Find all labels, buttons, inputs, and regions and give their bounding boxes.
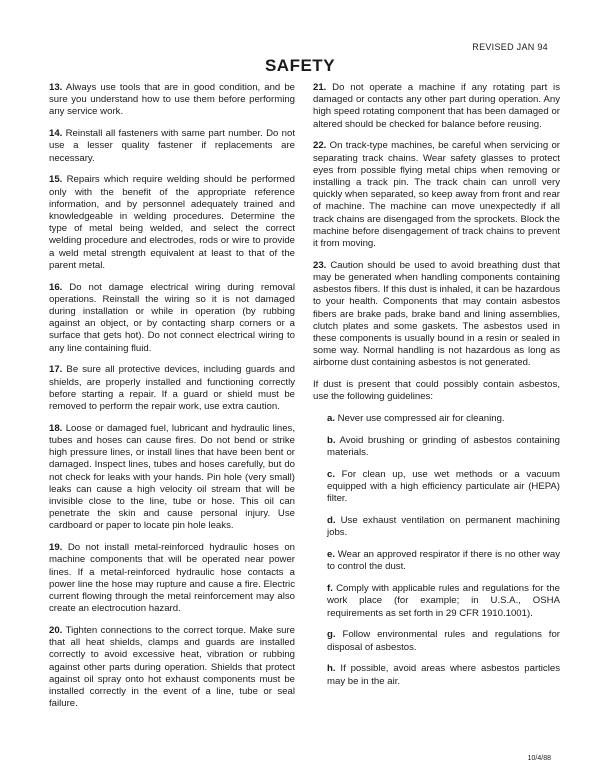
safety-item bbox=[49, 128, 295, 165]
guideline-text: Never use compressed air for cleaning. bbox=[335, 413, 505, 425]
safety-item bbox=[313, 140, 560, 250]
item-number: 16. bbox=[49, 281, 63, 293]
safety-item bbox=[49, 364, 295, 413]
guideline-letter: d. bbox=[327, 515, 336, 527]
item-text: Do not install metal-reinforced hydraulic hoses on machine components that will be operated near power lines. If a metal-reinforced hydraulic hose contacts a power line the hose may rupture and cause a fire. Electric current flowing through the metal reinforcement may also create an electrocution hazard. bbox=[49, 542, 295, 615]
safety-item bbox=[313, 260, 560, 370]
left-column bbox=[49, 82, 295, 720]
item-number: 13. bbox=[49, 82, 63, 93]
item-text: Loose or damaged fuel, lubricant and hydraulic lines, tubes and hoses can cause fires. Do not bend or strike high pressure lines, or install lines that have been bent or damaged. Inspect lines, tubes and hoses carefully, but do not check for leaks with your hands. Pin hole (very small) leaks can cause a high velocity oil stream that will be invisible close to the line, tube or hose. This oil can penetrate the skin and cause personal injury. Use cardboard or paper to locate pin hole leaks. bbox=[49, 422, 295, 532]
guideline-item bbox=[313, 469, 560, 506]
item-text: Be sure all protective devices, including guards and shields, are properly installed and functioning correctly before starting a repair. If a guard or shield must be removed to perform the repair work, use extra caution. bbox=[49, 364, 295, 413]
guideline-letter: c. bbox=[327, 469, 336, 481]
item-number: 15. bbox=[49, 174, 63, 186]
item-number: 22. bbox=[313, 140, 327, 152]
item-text: Caution should be used to avoid breathing dust that may be generated when handling components containing asbestos fibers. If this dust is inhaled, it can be hazardous to your health. Components that may contain asbestos fibers are brake pads, brake band and lining assemblies, clutch plates and some gaskets. The asbestos used in these components is usually bound in a resin or sealed in some way. Normal handling is not hazardous as long as airborne dust containing asbestos is not generated. bbox=[313, 259, 560, 369]
guideline-text: For clean up, use wet methods or a vacuum equipped with a high efficiency particulate air (HEPA) filter. bbox=[327, 469, 560, 505]
guideline-item bbox=[313, 435, 560, 459]
guideline-text: Use exhaust ventilation on permanent machining jobs. bbox=[327, 515, 560, 539]
guideline-item bbox=[313, 515, 560, 539]
guideline-letter: h. bbox=[327, 663, 336, 675]
item-text: Tighten connections to the correct torque. Make sure that all heat shields, clamps and guards are installed correctly to avoid excessive heat, vibration or rubbing against other parts during operation. Shields that protect against oil spray onto hot exhaust components must be installed correctly in the event of a line, tube or seal failure. bbox=[49, 625, 295, 710]
guideline-item bbox=[313, 663, 560, 687]
guideline-text: Comply with applicable rules and regulations for the work place (for example; in U.S.A., OSHA requirements as set forth in 29 CFR 1910.1001). bbox=[327, 583, 560, 619]
guideline-letter: b. bbox=[327, 435, 336, 447]
item-text: On track-type machines, be careful when servicing or separating track chains. Wear safety glasses to protect eyes from possible flying metal chips when removing or installing a track pin. The track chain can unroll very quickly when separated, so keep away from front and rear of machine. The machine can move unexpectedly if all track chains are disengaged from the sprockets. Block the machine before disengagement of track chains to prevent it from moving. bbox=[313, 140, 560, 250]
guideline-letter: f. bbox=[327, 583, 333, 595]
intro-text: If dust is present that could possibly contain asbestos, use the following guidelines: bbox=[313, 379, 560, 403]
safety-item bbox=[49, 282, 295, 355]
item-number: 21. bbox=[313, 82, 327, 93]
guideline-text: If possible, avoid areas where asbestos particles may be in the air. bbox=[327, 663, 560, 687]
item-number: 20. bbox=[49, 625, 63, 637]
safety-item bbox=[49, 174, 295, 272]
item-number: 18. bbox=[49, 422, 63, 434]
item-number: 23. bbox=[313, 259, 327, 271]
guideline-letter: e. bbox=[327, 549, 336, 561]
item-text: Do not damage electrical wiring during removal operations. Reinstall the wiring so it is not damaged during installation or while in operation (by rubbing against an object, or by contacting sharp corners or a surface that gets hot). Do not connect electrical wiring to any line containing fluid. bbox=[49, 281, 295, 354]
guideline-letter: a. bbox=[327, 413, 336, 425]
guideline-item bbox=[313, 629, 560, 653]
item-number: 14. bbox=[49, 128, 63, 140]
guideline-item bbox=[313, 583, 560, 620]
safety-item bbox=[313, 82, 560, 131]
guideline-item bbox=[313, 413, 560, 425]
safety-item bbox=[49, 423, 295, 533]
guideline-text: Wear an approved respirator if there is no other way to control the dust. bbox=[327, 549, 560, 573]
guideline-text: Avoid brushing or grinding of asbestos containing materials. bbox=[327, 435, 560, 459]
right-column bbox=[313, 82, 560, 697]
guidelines-intro bbox=[313, 379, 560, 403]
guideline-text: Follow environmental rules and regulations for disposal of asbestos. bbox=[327, 629, 560, 653]
item-text: Do not operate a machine if any rotating part is damaged or contacts any other part during operation. Any high speed rotating component that has been damaged or altered should be checked for balance before reusing. bbox=[313, 82, 560, 130]
guideline-item bbox=[313, 549, 560, 573]
document-code: 10/4/88 bbox=[527, 755, 551, 762]
guideline-letter: g. bbox=[327, 629, 336, 641]
item-number: 17. bbox=[49, 364, 63, 376]
page-title: SAFETY bbox=[264, 56, 336, 75]
revision-label: REVISED JAN 94 bbox=[472, 42, 548, 52]
safety-item bbox=[49, 82, 295, 119]
item-text: Repairs which require welding should be performed only with the benefit of the appropriate reference information, and by personnel adequately trained and knowledgeable in welding procedures. Determine the type of metal being welded, and select the correct welding procedure and electrodes, rods or wire to provide a weld metal strength equivalent at least to that of the parent metal. bbox=[49, 174, 295, 271]
item-text: Always use tools that are in good condition, and be sure you understand how to use them before performing any service work. bbox=[49, 82, 295, 118]
item-number: 19. bbox=[49, 542, 63, 554]
safety-item bbox=[49, 625, 295, 710]
safety-item bbox=[49, 542, 295, 615]
item-text: Reinstall all fasteners with same part number. Do not use a lesser quality fastener if replacements are necessary. bbox=[49, 128, 295, 164]
